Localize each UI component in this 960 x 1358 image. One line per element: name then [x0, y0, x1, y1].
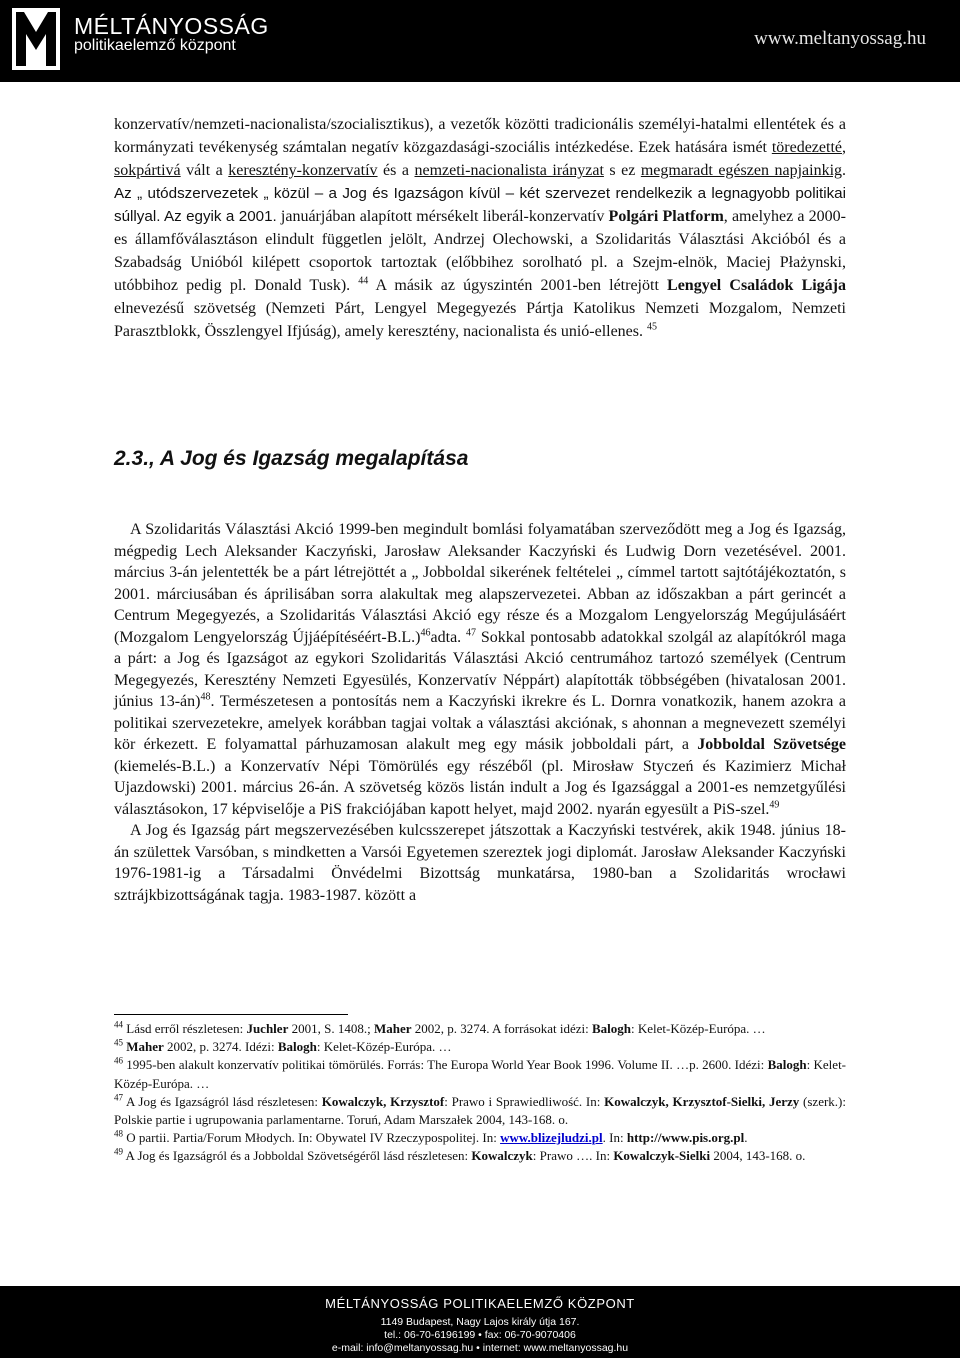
author-name: Juchler [246, 1021, 289, 1036]
text-run: : Prawo …. In: [532, 1148, 614, 1164]
footnote-ref-45[interactable]: 45 [647, 321, 658, 333]
author-name: Balogh [277, 1039, 317, 1055]
text-run: vált a [180, 162, 229, 179]
paragraph-3: A Jog és Igazság párt megszervezésében kulcsszerepet játszottak a Kaczyński testvérek, akik 1948. június 18-án születtek Varsóban, s mindketten a Varsói Egyetemen szereztek jogi diplomát. Jarosław Aleksander Kaczyński 1976-1981-ig a Társadalmi Önvédelmi Bizottság munkatársa, 1980-ban a Szolidaritás wrocławi sztrájkbizottságának tagja. 1983-1987. között a [114, 822, 846, 904]
text-run: 2001, S. 1408.; [288, 1021, 374, 1036]
author-name: Kowalczyk, Krzysztof-Sielki, Jerzy [604, 1093, 800, 1109]
footer-phone: tel.: 06-70-6196199 • fax: 06-70-9070406 [384, 1329, 576, 1341]
text-run: 2004, 143-168. o. [710, 1148, 806, 1164]
text-run: konzervatív/nemzeti-nacionalista/szocialisztikus), a vezetők közötti tradicionális személyi-hatalmi ellentétek és a kormányzati tevékenység számtalan negatív közgazdasági-szociális intézkedése. Ezek hatására ismét [114, 116, 846, 156]
text-run: Lásd erről részletesen: [123, 1021, 247, 1036]
footnote-48 [114, 1129, 846, 1147]
text-run: 2002, p. 3274. Idézi: [163, 1039, 278, 1055]
underlined-term: keresztény-konzervatív [228, 162, 378, 179]
footnote-ref-49[interactable]: 49 [769, 799, 780, 811]
source-url: http://www.pis.org.pl [626, 1130, 745, 1146]
body-text-section [114, 519, 846, 906]
footnote-link[interactable]: www.blizejludzi.pl [500, 1130, 603, 1146]
text-run: 2002, p. 3274. A forrásokat idézi: [411, 1021, 593, 1036]
org-subtitle: politikaelemző központ [74, 37, 236, 54]
header-site-url[interactable]: www.meltanyossag.hu [754, 28, 926, 49]
footnote-number: 45 [114, 1037, 123, 1048]
text-run: . In: [602, 1130, 627, 1146]
author-name: Maher [373, 1021, 412, 1036]
footnote-45 [114, 1038, 846, 1056]
footnote-44 [114, 1020, 846, 1038]
text-run: , amelyhez a 2000-es államfőválasztáson elindult független jelölt, Andrzej Olechowski, a Szolidaritás Választási Akcióból és a Szabadság Unióból kilépett csoportok tartoztak (előbbihez sorolható pl. a Szejm-elnök, Maciej Płażynski, utóbbihoz pedig pl. Donald Tusk). [114, 208, 846, 294]
footnote-number: 47 [114, 1092, 123, 1103]
author-name: Balogh [767, 1057, 807, 1073]
body-text-top [114, 113, 846, 343]
text-run: A Jog és Igazságról és a Jobboldal Szövetségéről lásd részletesen: [123, 1148, 472, 1164]
bold-term: Polgári Platform [608, 208, 724, 225]
text-run: , [842, 139, 846, 156]
sans-text-run: Az „ utódszervezetek „ közül – a Jog és Igazságon kívül – két szervezet rendelkezik a legnagyobb politikai súllyal. Az egyik a 2001. [114, 185, 846, 225]
text-run: és a [377, 162, 415, 179]
footnote-number: 49 [114, 1147, 123, 1158]
text-run: : Kelet-Közép-Európa. … [316, 1039, 452, 1055]
text-run: A Jog és Igazságról lásd részletesen: [123, 1093, 322, 1109]
text-run: 1995-ben alakult konzervatív politikai tömörülés. Forrás: The Europa World Year Book 1996. Volume II. …p. 2600. Idézi: [123, 1057, 768, 1073]
text-run: (kiemelés-B.L.) a Konzervatív Népi Tömörülés egy részéből (pl. Mirosław Styczeń és Kazimierz Michał Ujazdowski) 2001. március 26-án. A szövetség közös listán indult a Jog és Igazsággal a 2001-es nemzetgyűlési választásokon, 17 képviselője a PiS frakciójában kapott helyet, majd 2002. nyarán egyesült a PiS-szel. [114, 757, 846, 818]
underlined-term: megmaradt egészen napjainkig [640, 162, 843, 179]
paragraph-2 [114, 519, 846, 820]
footnote-49 [114, 1147, 846, 1165]
footnote-46 [114, 1056, 846, 1092]
footnotes [114, 1020, 846, 1166]
underlined-term: töredezetté [771, 139, 842, 156]
author-name: Maher [126, 1039, 164, 1055]
text-run: . Természetesen a pontosítás nem a Kaczyński ikrekre és L. Dornra vonatkozik, hanem azokra a politikai szervezetekre, amelyek korábban tagjai voltak a választási akciónak, s ahonnan a megnevezett személyi kör érkezett. E folyamattal párhuzamosan alakult meg egy másik jobboldali párt, a [114, 693, 847, 753]
underlined-term: nemzeti-nacionalista irányzat [414, 162, 604, 179]
bold-term: Lengyel Családok Ligája [667, 277, 847, 294]
text-run: elnevezésű szövetség (Nemzeti Párt, Lengyel Megegyezés Pártja Katolikus Nemzeti Mozgalom, Nemzeti Parasztblokk, Összlengyel Ifjúság), amely keresztény, nacionalista és unió-ellenes. [114, 300, 846, 340]
page-header [0, 0, 960, 82]
text-run: . [842, 162, 847, 179]
author-name: Kowalczyk, Krzysztof [321, 1093, 445, 1109]
text-run: O partii. Partia/Forum Młodych. In: Obywatel IV Rzeczypospolitej. In: [123, 1130, 501, 1146]
footnote-number: 48 [114, 1128, 123, 1139]
text-run: : Prawo i Sprawiedliwość. In: [444, 1093, 605, 1109]
text-run: A másik az úgyszintén 2001-ben létrejött [368, 277, 668, 294]
text-run: s ez [603, 162, 641, 179]
text-run: A Szolidaritás Választási Akció 1999-ben megindult bomlási folyamatában szerveződött meg a Jog és Igazság, mégpedig Lech Aleksander Kaczyński, Jarosław Aleksander Kaczyński és Ludwig Dorn vezetésével. 2001. március 3-án jelentették be a párt létrejöttét a „ Jobboldal sikerének feltételei „ címmel tartott sajtótájékoztatón, s 2001. márciusában és áprilisában sorra alakultak meg alapszervezetei. Abban az időszakban a párt gerincét a Centrum Megegyezés, a Szolidaritás Választási Akció egy része és a Mozgalom Lengyelország Megújulásáért (Mozgalom Lengyelország Újjáépítéséért-B.L.) [114, 521, 846, 646]
footnote-ref-48[interactable]: 48 [200, 691, 211, 703]
underlined-term: sokpártivá [114, 162, 181, 179]
footnote-divider [114, 1014, 348, 1015]
footnote-ref-44[interactable]: 44 [358, 275, 369, 287]
text-run: : Kelet-Közép-Európa. … [631, 1021, 766, 1036]
text-run: . [744, 1130, 748, 1146]
author-name: Balogh [592, 1021, 632, 1036]
author-name: Kowalczyk-Sielki [613, 1148, 711, 1164]
footer-org-title: MÉLTÁNYOSSÁG POLITIKAELEMZŐ KÖZPONT [325, 1296, 635, 1311]
footnote-ref-46[interactable]: 46 [420, 627, 431, 639]
footnote-47 [114, 1093, 846, 1129]
text-run: : Kelet-Közép-Európa. … [114, 1057, 847, 1091]
text-run: Sokkal pontosabb adatokkal szolgál az alapítókról maga a párt: a Jog és Igazságot az egykori Szolidaritás Választási Akció centrumához tartozó személyek (Centrum Megegyezés, Keresztény Nemzeti Egyesülés, Konzervatív Néppárt) alapították többségében (hivatalosan 2001. június 13-án) [114, 628, 846, 710]
footnote-ref-47[interactable]: 47 [466, 627, 477, 639]
paragraph-1 [114, 113, 846, 343]
footnote-number: 46 [114, 1056, 123, 1067]
org-name: MÉLTÁNYOSSÁG [74, 13, 269, 39]
footnote-number: 44 [114, 1019, 123, 1030]
footer-contact[interactable]: e-mail: info@meltanyossag.hu • internet: www.meltanyossag.hu [331, 1342, 629, 1354]
page-footer [0, 1286, 960, 1358]
bold-term: Jobboldal Szövetsége [697, 736, 846, 753]
meltanyossag-logo-icon [12, 8, 60, 70]
footer-address: 1149 Budapest, Nagy Lajos király útja 167. [380, 1316, 580, 1328]
text-run: (szerk.): Polskie partie i ugrupowania parlamentarne. Toruń, Adam Marszałek 2004, 143-168. o. [114, 1093, 846, 1128]
section-heading: 2.3., A Jog és Igazság megalapítása [114, 447, 469, 470]
author-name: Kowalczyk [471, 1148, 533, 1164]
text-run: adta. [430, 628, 467, 646]
text-run: januárjában alapított mérsékelt liberál-konzervatív [276, 208, 609, 225]
